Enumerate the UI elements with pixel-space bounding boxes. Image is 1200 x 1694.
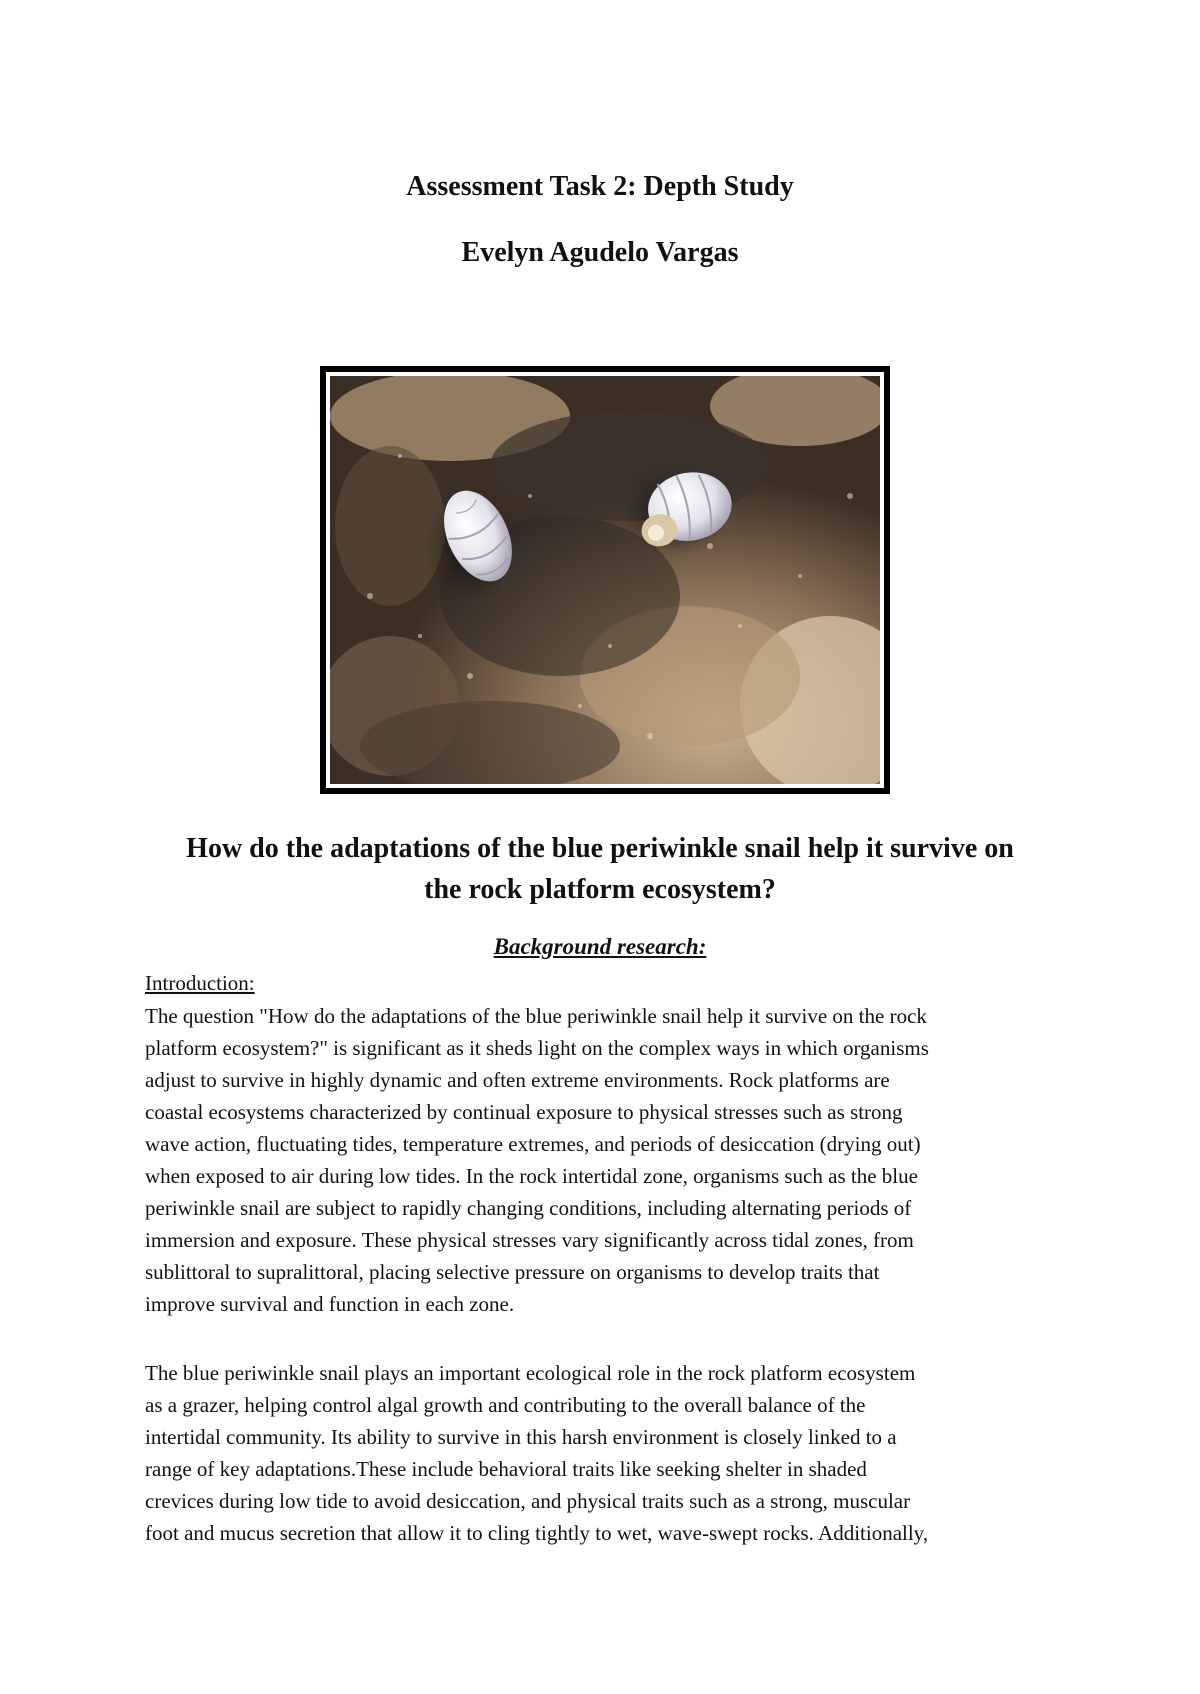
- introduction-paragraph-1: [145, 1000, 1065, 1320]
- text-line: periwinkle snail are subject to rapidly changing conditions, including alternating periods of: [145, 1196, 912, 1220]
- section-heading: Background research:: [493, 934, 707, 959]
- question-line: How do the adaptations of the blue periwinkle snail help it survive on: [186, 833, 1014, 864]
- text-line: crevices during low tide to avoid desiccation, and physical traits such as a strong, muscular: [145, 1489, 911, 1513]
- text-line: immersion and exposure. These physical stresses vary significantly across tidal zones, from: [145, 1228, 914, 1252]
- text-line: coastal ecosystems characterized by continual exposure to physical stresses such as strong: [145, 1100, 903, 1124]
- author-name: Evelyn Agudelo Vargas: [461, 237, 739, 268]
- text-line: adjust to survive in highly dynamic and often extreme environments. Rock platforms are: [145, 1068, 890, 1092]
- text-line: The question "How do the adaptations of the blue periwinkle snail help it survive on the rock: [145, 1004, 927, 1028]
- snail-photo: [320, 366, 890, 794]
- question-line: the rock platform ecosystem?: [424, 874, 776, 905]
- text-line: intertidal community. Its ability to survive in this harsh environment is closely linked to a: [145, 1425, 897, 1449]
- text-line: platform ecosystem?" is significant as it sheds light on the complex ways in which organisms: [145, 1036, 929, 1060]
- text-line: as a grazer, helping control algal growth and contributing to the overall balance of the: [145, 1393, 866, 1417]
- introduction-heading: Introduction:: [145, 971, 255, 995]
- text-line: foot and mucus secretion that allow it to cling tightly to wet, wave-swept rocks. Additionally,: [145, 1521, 929, 1545]
- text-line: sublittoral to supralittoral, placing selective pressure on organisms to develop traits that: [145, 1260, 880, 1284]
- research-question: [0, 828, 1200, 910]
- text-line: wave action, fluctuating tides, temperature extremes, and periods of desiccation (drying out): [145, 1132, 921, 1156]
- text-line: improve survival and function in each zone.: [145, 1292, 515, 1316]
- text-line: range of key adaptations.These include behavioral traits like seeking shelter in shaded: [145, 1457, 867, 1481]
- document-title: Assessment Task 2: Depth Study: [406, 171, 794, 202]
- text-line: when exposed to air during low tides. In the rock intertidal zone, organisms such as the blue: [145, 1164, 918, 1188]
- text-line: The blue periwinkle snail plays an important ecological role in the rock platform ecosystem: [145, 1361, 916, 1385]
- introduction-paragraph-2: [145, 1357, 1065, 1549]
- periwinkle-snails-on-rock-image: [330, 376, 880, 784]
